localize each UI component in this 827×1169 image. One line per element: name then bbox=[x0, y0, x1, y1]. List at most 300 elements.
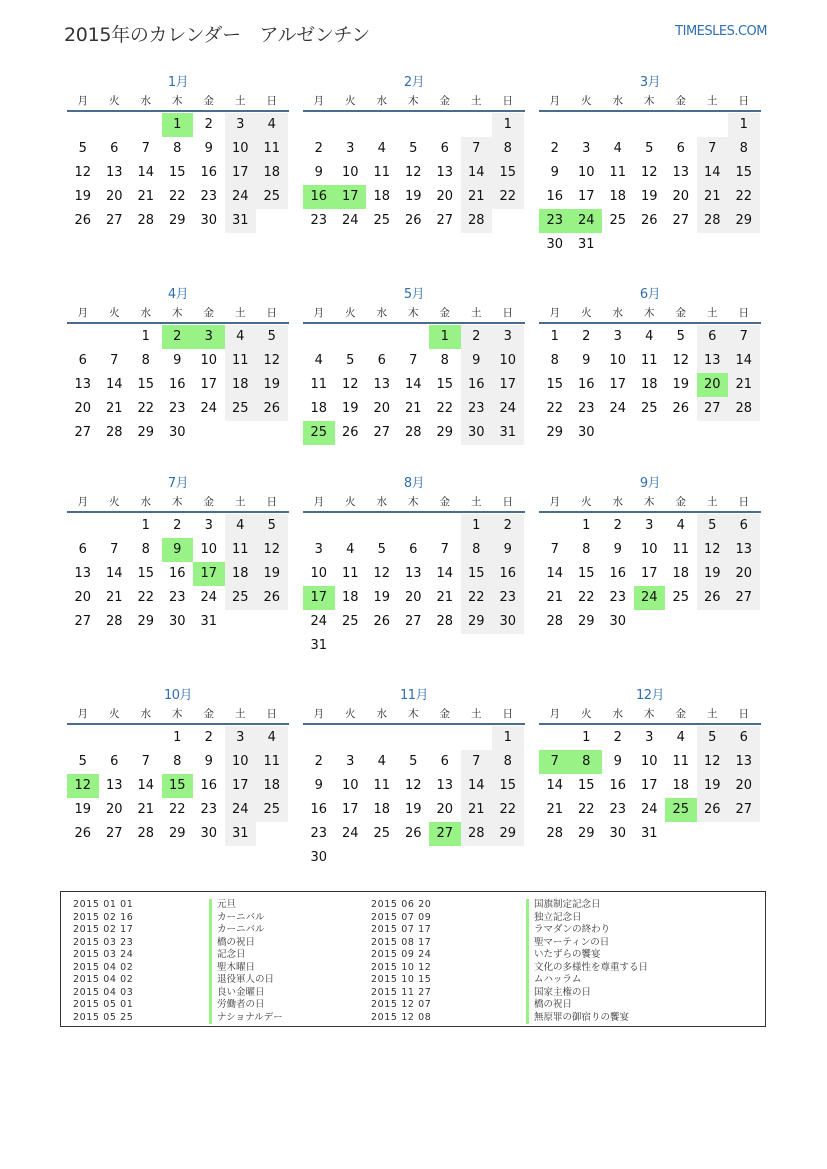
day-cell: 13 bbox=[436, 165, 454, 180]
day-cell: 13 bbox=[672, 165, 690, 180]
day-cell: 9 bbox=[204, 141, 213, 156]
holiday-day-cell: 24 bbox=[634, 586, 666, 610]
empty-cell bbox=[335, 514, 367, 538]
day-cell: 11 bbox=[256, 750, 288, 774]
month-title: 5月 bbox=[403, 287, 425, 302]
day-cell: 15 bbox=[546, 377, 564, 392]
day-cell: 20 bbox=[728, 562, 760, 586]
holiday-date: 2015 01 01 bbox=[73, 899, 134, 910]
day-grid bbox=[67, 113, 289, 233]
weekday-label: 金 bbox=[439, 496, 450, 508]
day-cell: 15 bbox=[728, 161, 760, 185]
holiday-day-cell: 7 bbox=[539, 750, 571, 774]
holiday-date: 2015 08 17 bbox=[371, 936, 432, 948]
holiday-day-cell: 23 bbox=[539, 209, 571, 233]
day-cell: 31 bbox=[310, 638, 328, 653]
day-cell: 17 bbox=[225, 774, 257, 798]
empty-cell bbox=[571, 113, 603, 137]
holiday-name: 国家主権の日 bbox=[526, 987, 648, 1000]
day-cell: 16 bbox=[200, 778, 218, 793]
day-cell: 2 bbox=[492, 514, 524, 538]
day-cell: 16 bbox=[546, 189, 564, 204]
holiday-date: 2015 07 09 bbox=[371, 911, 432, 923]
empty-cell bbox=[303, 726, 335, 750]
day-cell: 28 bbox=[436, 614, 454, 629]
empty-cell bbox=[335, 726, 367, 750]
day-cell: 3 bbox=[613, 329, 622, 344]
day-cell: 10 bbox=[609, 353, 627, 368]
day-cell: 28 bbox=[461, 209, 493, 233]
day-cell: 11 bbox=[609, 165, 627, 180]
day-cell: 21 bbox=[137, 189, 155, 204]
day-cell: 29 bbox=[461, 610, 493, 634]
day-cell: 29 bbox=[492, 822, 524, 846]
day-cell: 1 bbox=[582, 518, 591, 533]
weekday-label: 月 bbox=[549, 496, 560, 508]
day-cell: 4 bbox=[256, 726, 288, 750]
day-cell: 24 bbox=[225, 798, 257, 822]
day-cell: 5 bbox=[697, 726, 729, 750]
day-cell: 19 bbox=[74, 802, 92, 817]
holiday-day-cell: 17 bbox=[335, 185, 367, 209]
month-block bbox=[303, 687, 525, 870]
day-cell: 15 bbox=[492, 774, 524, 798]
weekday-label: 木 bbox=[172, 496, 183, 508]
day-cell: 4 bbox=[377, 754, 386, 769]
day-cell: 8 bbox=[492, 137, 524, 161]
day-cell: 19 bbox=[697, 774, 729, 798]
weekday-label: 土 bbox=[235, 95, 246, 107]
day-cell: 29 bbox=[436, 425, 454, 440]
weekday-label: 火 bbox=[109, 496, 120, 508]
holiday-day-cell: 9 bbox=[162, 538, 194, 562]
page-title: 2015年のカレンダー アルゼンチン bbox=[64, 24, 371, 46]
weekday-label: 水 bbox=[612, 708, 623, 720]
day-cell: 18 bbox=[373, 189, 391, 204]
day-cell: 17 bbox=[640, 778, 658, 793]
day-cell: 18 bbox=[640, 377, 658, 392]
weekday-label: 火 bbox=[345, 95, 356, 107]
day-cell: 6 bbox=[409, 542, 418, 557]
day-cell: 7 bbox=[141, 141, 150, 156]
day-cell: 11 bbox=[225, 538, 257, 562]
weekday-label: 土 bbox=[235, 496, 246, 508]
day-cell: 23 bbox=[168, 590, 186, 605]
day-cell: 27 bbox=[74, 425, 92, 440]
day-cell: 12 bbox=[74, 165, 92, 180]
day-cell: 1 bbox=[728, 113, 760, 137]
holiday-day-cell: 16 bbox=[303, 185, 335, 209]
day-cell: 18 bbox=[256, 774, 288, 798]
month-title: 4月 bbox=[167, 287, 189, 302]
day-cell: 12 bbox=[256, 349, 288, 373]
day-cell: 12 bbox=[672, 353, 690, 368]
day-cell: 14 bbox=[105, 566, 123, 581]
day-cell: 14 bbox=[137, 778, 155, 793]
day-cell: 12 bbox=[404, 165, 422, 180]
day-cell: 8 bbox=[440, 353, 449, 368]
day-cell: 2 bbox=[204, 117, 213, 132]
day-cell: 5 bbox=[676, 329, 685, 344]
day-cell: 25 bbox=[225, 397, 257, 421]
day-cell: 14 bbox=[697, 161, 729, 185]
weekday-label: 金 bbox=[203, 95, 214, 107]
weekday-header bbox=[303, 92, 525, 112]
day-cell: 13 bbox=[436, 778, 454, 793]
day-cell: 31 bbox=[492, 421, 524, 445]
day-cell: 26 bbox=[697, 586, 729, 610]
day-cell: 7 bbox=[461, 750, 493, 774]
weekday-label: 土 bbox=[235, 708, 246, 720]
weekday-label: 金 bbox=[203, 708, 214, 720]
day-cell: 9 bbox=[314, 165, 323, 180]
weekday-label: 土 bbox=[707, 307, 718, 319]
day-cell: 8 bbox=[582, 542, 591, 557]
holiday-day-cell: 25 bbox=[665, 798, 697, 822]
holiday-day-cell: 3 bbox=[193, 325, 225, 349]
day-cell: 3 bbox=[582, 141, 591, 156]
day-cell: 5 bbox=[409, 754, 418, 769]
month-title: 7月 bbox=[167, 476, 189, 491]
weekday-label: 日 bbox=[266, 307, 277, 319]
day-cell: 26 bbox=[256, 397, 288, 421]
day-cell: 20 bbox=[436, 802, 454, 817]
weekday-label: 水 bbox=[140, 95, 151, 107]
day-cell: 18 bbox=[225, 562, 257, 586]
day-cell: 19 bbox=[256, 373, 288, 397]
day-cell: 27 bbox=[105, 826, 123, 841]
weekday-label: 木 bbox=[644, 307, 655, 319]
day-cell: 9 bbox=[461, 349, 493, 373]
day-cell: 19 bbox=[256, 562, 288, 586]
day-cell: 2 bbox=[314, 754, 323, 769]
day-cell: 10 bbox=[341, 778, 359, 793]
day-cell: 30 bbox=[168, 614, 186, 629]
weekday-label: 水 bbox=[612, 496, 623, 508]
day-cell: 20 bbox=[672, 189, 690, 204]
day-cell: 3 bbox=[492, 325, 524, 349]
day-cell: 14 bbox=[728, 349, 760, 373]
day-cell: 10 bbox=[640, 542, 658, 557]
day-cell: 30 bbox=[492, 610, 524, 634]
day-cell: 5 bbox=[256, 325, 288, 349]
weekday-label: 日 bbox=[502, 708, 513, 720]
day-cell: 19 bbox=[74, 189, 92, 204]
day-cell: 7 bbox=[461, 137, 493, 161]
weekday-header bbox=[539, 304, 761, 324]
day-cell: 6 bbox=[78, 542, 87, 557]
day-grid bbox=[303, 113, 525, 233]
weekday-label: 月 bbox=[313, 95, 324, 107]
day-cell: 28 bbox=[546, 614, 564, 629]
weekday-label: 月 bbox=[313, 496, 324, 508]
empty-cell bbox=[335, 325, 367, 349]
day-cell: 21 bbox=[461, 798, 493, 822]
day-cell: 1 bbox=[461, 514, 493, 538]
day-cell: 30 bbox=[609, 826, 627, 841]
month-title: 2月 bbox=[403, 75, 425, 90]
day-cell: 14 bbox=[546, 778, 564, 793]
day-cell: 24 bbox=[341, 826, 359, 841]
day-cell: 8 bbox=[141, 542, 150, 557]
holiday-date: 2015 04 02 bbox=[73, 974, 134, 985]
day-grid bbox=[539, 113, 761, 257]
month-title: 9月 bbox=[639, 476, 661, 491]
holiday-name: ムハッラム bbox=[526, 974, 648, 987]
day-cell: 8 bbox=[173, 754, 182, 769]
day-cell: 10 bbox=[492, 349, 524, 373]
day-cell: 10 bbox=[200, 353, 218, 368]
weekday-header bbox=[303, 493, 525, 513]
day-cell: 19 bbox=[697, 562, 729, 586]
empty-cell bbox=[67, 726, 99, 750]
day-cell: 21 bbox=[546, 802, 564, 817]
holiday-day-cell: 20 bbox=[697, 373, 729, 397]
holiday-name: 良い金曜日 bbox=[209, 987, 283, 1000]
weekday-label: 金 bbox=[439, 307, 450, 319]
day-cell: 14 bbox=[436, 566, 454, 581]
day-cell: 19 bbox=[404, 802, 422, 817]
month-block bbox=[303, 286, 525, 445]
day-cell: 11 bbox=[225, 349, 257, 373]
day-cell: 18 bbox=[341, 590, 359, 605]
day-cell: 2 bbox=[613, 730, 622, 745]
day-grid bbox=[303, 514, 525, 658]
holiday-name: 橋の祝日 bbox=[209, 937, 283, 950]
day-cell: 24 bbox=[640, 802, 658, 817]
weekday-label: 火 bbox=[109, 307, 120, 319]
day-cell: 15 bbox=[577, 778, 595, 793]
day-cell: 16 bbox=[492, 562, 524, 586]
empty-cell bbox=[130, 726, 162, 750]
day-cell: 1 bbox=[550, 329, 559, 344]
weekday-label: 水 bbox=[376, 307, 387, 319]
weekday-label: 日 bbox=[738, 496, 749, 508]
day-cell: 29 bbox=[137, 614, 155, 629]
month-block bbox=[67, 687, 289, 846]
weekday-label: 月 bbox=[313, 307, 324, 319]
month-block bbox=[539, 475, 761, 634]
holiday-day-cell: 1 bbox=[162, 113, 194, 137]
holiday-day-cell: 8 bbox=[571, 750, 603, 774]
day-cell: 22 bbox=[492, 798, 524, 822]
day-cell: 6 bbox=[728, 726, 760, 750]
empty-cell bbox=[429, 726, 461, 750]
day-cell: 23 bbox=[168, 401, 186, 416]
day-cell: 9 bbox=[492, 538, 524, 562]
day-cell: 5 bbox=[697, 514, 729, 538]
holiday-dates-right bbox=[371, 899, 431, 1024]
day-cell: 4 bbox=[225, 325, 257, 349]
empty-cell bbox=[429, 514, 461, 538]
day-cell: 5 bbox=[645, 141, 654, 156]
day-cell: 10 bbox=[200, 542, 218, 557]
day-cell: 27 bbox=[74, 614, 92, 629]
weekday-label: 月 bbox=[549, 307, 560, 319]
weekday-label: 土 bbox=[707, 95, 718, 107]
day-cell: 16 bbox=[310, 802, 328, 817]
day-cell: 24 bbox=[200, 401, 218, 416]
day-grid bbox=[67, 726, 289, 846]
day-cell: 30 bbox=[200, 826, 218, 841]
month-title: 3月 bbox=[639, 75, 661, 90]
day-cell: 22 bbox=[168, 189, 186, 204]
day-cell: 3 bbox=[346, 141, 355, 156]
weekday-label: 木 bbox=[644, 95, 655, 107]
holiday-day-cell: 1 bbox=[429, 325, 461, 349]
site-name[interactable]: TIMESLES.COM bbox=[675, 24, 767, 39]
day-cell: 6 bbox=[728, 514, 760, 538]
day-cell: 7 bbox=[409, 353, 418, 368]
day-cell: 3 bbox=[225, 113, 257, 137]
day-cell: 26 bbox=[74, 213, 92, 228]
day-cell: 22 bbox=[546, 401, 564, 416]
day-cell: 11 bbox=[310, 377, 328, 392]
weekday-label: 金 bbox=[675, 496, 686, 508]
weekday-label: 土 bbox=[235, 307, 246, 319]
empty-cell bbox=[67, 514, 99, 538]
holiday-name: カーニバル bbox=[209, 912, 283, 925]
holiday-day-cell: 2 bbox=[162, 325, 194, 349]
month-title: 10月 bbox=[163, 688, 193, 703]
weekday-label: 火 bbox=[581, 307, 592, 319]
day-cell: 17 bbox=[492, 373, 524, 397]
day-cell: 22 bbox=[168, 802, 186, 817]
holiday-day-cell: 25 bbox=[303, 421, 335, 445]
day-cell: 4 bbox=[256, 113, 288, 137]
day-cell: 19 bbox=[341, 401, 359, 416]
day-cell: 4 bbox=[346, 542, 355, 557]
day-cell: 6 bbox=[110, 141, 119, 156]
day-cell: 15 bbox=[168, 165, 186, 180]
day-cell: 23 bbox=[609, 802, 627, 817]
day-grid bbox=[303, 325, 525, 445]
holiday-name: 無原罪の御宿りの饗宴 bbox=[526, 1012, 648, 1025]
holiday-names-right bbox=[526, 899, 648, 1024]
day-cell: 5 bbox=[346, 353, 355, 368]
day-cell: 25 bbox=[256, 798, 288, 822]
day-cell: 12 bbox=[404, 778, 422, 793]
empty-cell bbox=[99, 726, 131, 750]
day-cell: 14 bbox=[137, 165, 155, 180]
day-cell: 15 bbox=[137, 377, 155, 392]
day-cell: 20 bbox=[728, 774, 760, 798]
day-cell: 9 bbox=[613, 542, 622, 557]
day-cell: 4 bbox=[225, 514, 257, 538]
day-grid bbox=[539, 726, 761, 846]
day-grid bbox=[539, 325, 761, 445]
day-cell: 18 bbox=[672, 566, 690, 581]
day-cell: 2 bbox=[461, 325, 493, 349]
empty-cell bbox=[99, 325, 131, 349]
holiday-date: 2015 03 23 bbox=[73, 936, 134, 948]
holiday-date: 2015 02 16 bbox=[73, 911, 134, 923]
day-cell: 23 bbox=[200, 802, 218, 817]
day-cell: 17 bbox=[225, 161, 257, 185]
weekday-label: 金 bbox=[203, 307, 214, 319]
day-cell: 27 bbox=[697, 397, 729, 421]
empty-cell bbox=[539, 514, 571, 538]
month-title: 11月 bbox=[399, 688, 429, 703]
day-cell: 2 bbox=[204, 730, 213, 745]
weekday-header bbox=[67, 705, 289, 725]
day-cell: 23 bbox=[609, 590, 627, 605]
empty-cell bbox=[130, 113, 162, 137]
day-cell: 30 bbox=[609, 614, 627, 629]
weekday-label: 木 bbox=[408, 95, 419, 107]
day-cell: 8 bbox=[141, 353, 150, 368]
weekday-label: 火 bbox=[581, 496, 592, 508]
day-cell: 5 bbox=[409, 141, 418, 156]
day-cell: 9 bbox=[550, 165, 559, 180]
holiday-date: 2015 12 07 bbox=[371, 999, 432, 1010]
day-cell: 27 bbox=[728, 586, 760, 610]
empty-cell bbox=[665, 113, 697, 137]
day-cell: 6 bbox=[110, 754, 119, 769]
weekday-header bbox=[539, 705, 761, 725]
day-cell: 20 bbox=[74, 590, 92, 605]
day-cell: 18 bbox=[373, 802, 391, 817]
day-cell: 20 bbox=[436, 189, 454, 204]
day-cell: 31 bbox=[640, 826, 658, 841]
day-cell: 2 bbox=[582, 329, 591, 344]
day-cell: 6 bbox=[440, 141, 449, 156]
weekday-label: 火 bbox=[581, 708, 592, 720]
day-cell: 30 bbox=[168, 425, 186, 440]
holiday-names-left bbox=[209, 899, 283, 1024]
day-cell: 15 bbox=[577, 566, 595, 581]
day-cell: 29 bbox=[728, 209, 760, 233]
day-cell: 24 bbox=[341, 213, 359, 228]
day-cell: 30 bbox=[461, 421, 493, 445]
day-cell: 28 bbox=[105, 425, 123, 440]
weekday-label: 土 bbox=[707, 708, 718, 720]
weekday-label: 月 bbox=[313, 708, 324, 720]
day-cell: 20 bbox=[404, 590, 422, 605]
weekday-label: 月 bbox=[77, 307, 88, 319]
day-cell: 4 bbox=[676, 730, 685, 745]
weekday-label: 日 bbox=[502, 496, 513, 508]
day-cell: 7 bbox=[110, 542, 119, 557]
day-cell: 3 bbox=[225, 726, 257, 750]
day-cell: 29 bbox=[137, 425, 155, 440]
day-cell: 31 bbox=[200, 614, 218, 629]
day-cell: 23 bbox=[492, 586, 524, 610]
weekday-label: 月 bbox=[549, 95, 560, 107]
weekday-header bbox=[303, 705, 525, 725]
day-cell: 1 bbox=[141, 518, 150, 533]
day-cell: 24 bbox=[225, 185, 257, 209]
day-cell: 23 bbox=[310, 213, 328, 228]
holiday-name: 聖木曜日 bbox=[209, 962, 283, 975]
day-cell: 26 bbox=[404, 213, 422, 228]
day-cell: 3 bbox=[645, 518, 654, 533]
holiday-day-cell: 27 bbox=[429, 822, 461, 846]
day-cell: 11 bbox=[341, 566, 359, 581]
weekday-label: 日 bbox=[738, 307, 749, 319]
day-cell: 18 bbox=[256, 161, 288, 185]
day-cell: 18 bbox=[672, 778, 690, 793]
day-cell: 4 bbox=[645, 329, 654, 344]
holiday-name: 国旗制定記念日 bbox=[526, 899, 648, 912]
day-cell: 10 bbox=[577, 165, 595, 180]
weekday-label: 木 bbox=[172, 95, 183, 107]
day-cell: 13 bbox=[74, 566, 92, 581]
day-cell: 14 bbox=[461, 161, 493, 185]
day-cell: 1 bbox=[492, 726, 524, 750]
day-cell: 15 bbox=[436, 377, 454, 392]
weekday-label: 火 bbox=[345, 307, 356, 319]
